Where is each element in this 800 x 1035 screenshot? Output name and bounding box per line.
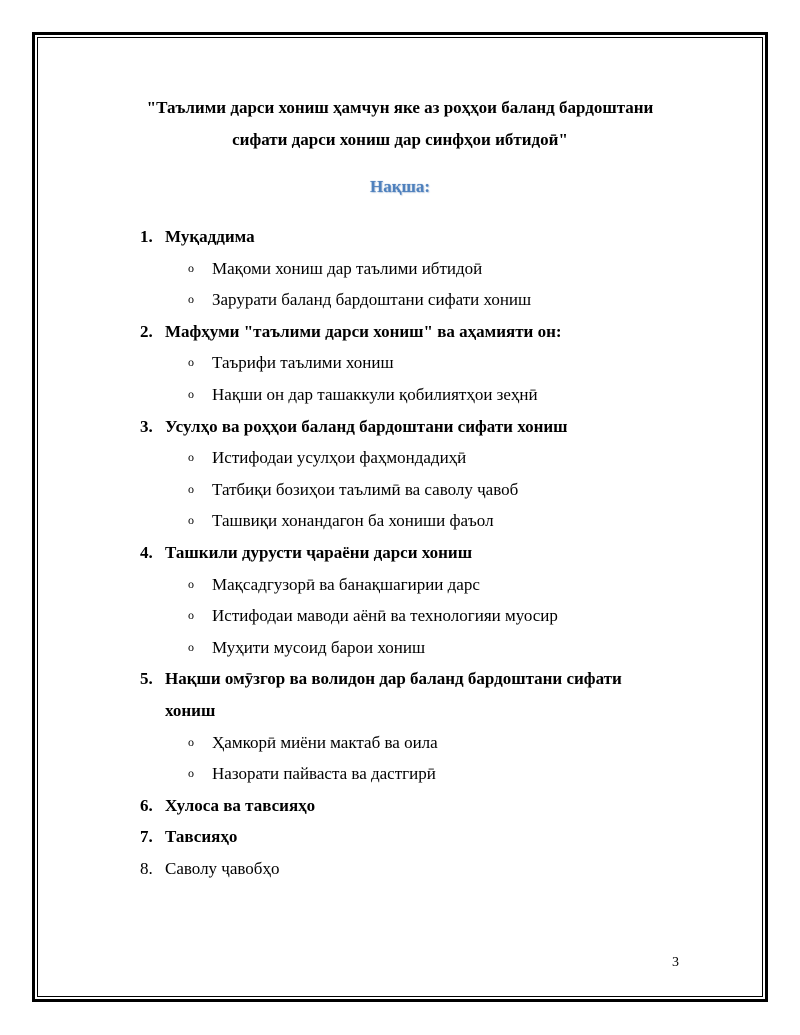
outline-item-label: Нақши омӯзгор ва волидон дар баланд бардоштани сифати хониш <box>165 669 622 720</box>
outline-subitem <box>0 474 800 506</box>
outline-item-number: 4. <box>140 542 153 562</box>
outline-item-label: Усулҳо ва роҳҳои баланд бардоштани сифати хониш <box>165 416 568 436</box>
outline-subitem <box>0 505 800 537</box>
outline-list <box>0 221 800 884</box>
outline-item <box>0 537 800 663</box>
outline-item-number: 3. <box>140 416 153 436</box>
document-title-line-1: "Таълими дарси хониш ҳамчун яке аз роҳҳои баланд бардоштани <box>146 98 654 117</box>
bullet-icon: o <box>188 513 194 528</box>
outline-item-label: Ташкили дурусти ҷараёни дарси хониш <box>165 542 473 562</box>
outline-subitem-label: Ташвиқи хонандагон ба хониши фаъол <box>212 511 494 531</box>
outline-sublist <box>0 347 800 410</box>
outline-item-number: 5. <box>140 669 153 689</box>
outline-item <box>0 221 800 316</box>
outline-sublist <box>0 442 800 537</box>
bullet-icon: o <box>188 355 194 370</box>
outline-item-number: 1. <box>140 227 153 246</box>
bullet-icon: o <box>188 734 194 749</box>
outline-item <box>0 411 800 537</box>
outline-subitem <box>0 600 800 632</box>
outline-item-number: 8. <box>140 858 153 878</box>
outline-sublist <box>0 569 800 664</box>
outline-subitem <box>0 284 800 316</box>
bullet-icon: o <box>188 576 194 591</box>
outline-item <box>0 663 800 789</box>
outline-item-label: Мафҳуми "таълими дарси хониш" ва аҳамияти он: <box>165 321 562 341</box>
bullet-icon: o <box>188 450 194 465</box>
outline-subitem-label: Назорати пайваста ва дастгирӣ <box>212 764 436 784</box>
outline-item-number: 6. <box>140 795 153 815</box>
outline-item <box>0 853 800 885</box>
bullet-icon: o <box>188 608 194 623</box>
outline-subitem-label: Таърифи таълими хониш <box>212 353 394 373</box>
outline-item <box>0 821 800 853</box>
bullet-icon: o <box>188 481 194 496</box>
outline-heading: Нақша: <box>369 177 431 196</box>
bullet-icon: o <box>188 292 194 307</box>
outline-subitem-label: Зарурати баланд бардоштани сифати хониш <box>212 290 532 310</box>
page-number: 3 <box>672 955 679 970</box>
outline-item-label: Саволу ҷавобҳо <box>165 858 280 878</box>
outline-item-number: 2. <box>140 321 153 341</box>
document-title <box>60 92 740 156</box>
outline-subitem <box>0 442 800 474</box>
outline-sublist <box>0 727 800 790</box>
outline-subitem <box>0 569 800 601</box>
bullet-icon: o <box>188 260 194 275</box>
outline-item-label: Муқаддима <box>165 227 255 246</box>
outline-subitem-label: Нақши он дар ташаккули қобилиятҳои зеҳнӣ <box>212 384 538 404</box>
outline-subitem <box>0 379 800 411</box>
outline-item-number: 7. <box>140 827 153 847</box>
outline-subitem-label: Истифодаи маводи аёнӣ ва технологияи муосир <box>212 606 558 626</box>
bullet-icon: o <box>188 639 194 654</box>
outline-subitem-label: Истифодаи усулҳои фаҳмондадиҳӣ <box>212 448 467 468</box>
outline-subitem <box>0 632 800 664</box>
outline-subitem <box>0 758 800 790</box>
bullet-icon: o <box>188 766 194 781</box>
outline-subitem-label: Татбиқи бозиҳои таълимӣ ва саволу ҷавоб <box>212 479 519 499</box>
bullet-icon: o <box>188 386 194 401</box>
outline-item-label: Тавсияҳо <box>165 827 238 847</box>
outline-item-label: Хулоса ва тавсияҳо <box>165 795 316 815</box>
outline-subitem-label: Ҳамкорӣ миёни мактаб ва оила <box>212 732 438 752</box>
outline-subitem <box>0 253 800 285</box>
outline-sublist <box>0 253 800 316</box>
document-title-line-2: сифати дарси хониш дар синфҳои ибтидоӣ" <box>232 130 568 149</box>
outline-subitem-label: Муҳити мусоид барои хониш <box>212 637 426 657</box>
outline-subitem-label: Мақоми хониш дар таълими ибтидоӣ <box>212 258 483 278</box>
outline-item <box>0 316 800 411</box>
outline-subitem <box>0 347 800 379</box>
outline-subitem <box>0 727 800 759</box>
outline-item <box>0 790 800 822</box>
outline-subitem-label: Мақсадгузорӣ ва банақшагирии дарс <box>212 574 480 594</box>
